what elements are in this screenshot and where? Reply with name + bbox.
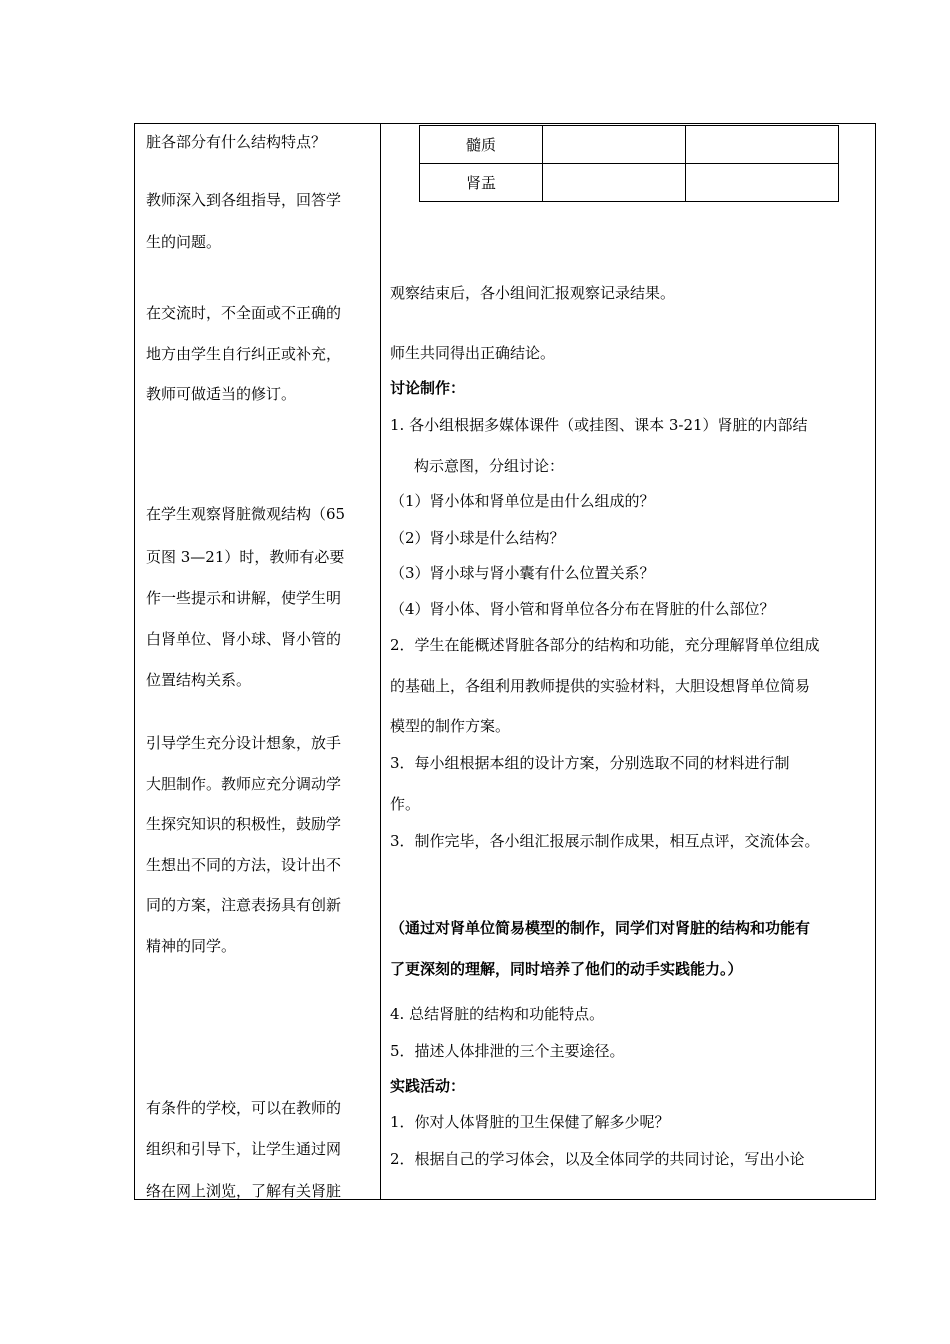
student-activity-line: 师生共同得出正确结论。 (390, 344, 556, 362)
table-row (420, 126, 839, 164)
teacher-note-line: 地方由学生自行纠正或补充， (146, 345, 342, 363)
student-activity-line: 模型的制作方案。 (390, 717, 511, 735)
discussion-question: （3）肾小球与肾小囊有什么位置关系？ (390, 564, 655, 582)
teacher-note-line: 大胆制作。教师应充分调动学 (146, 775, 342, 793)
teacher-note-line: 引导学生充分设计想象，放手 (146, 734, 342, 752)
table-cell (543, 164, 686, 202)
teacher-note-line: 有条件的学校，可以在教师的 (146, 1099, 342, 1117)
student-activity-line: 2．学生在能概述肾脏各部分的结构和功能，充分理解肾单位组成 (390, 636, 820, 654)
teacher-note-line: 同的方案，注意表扬具有创新 (146, 896, 342, 914)
student-activity-line: 1. 各小组根据多媒体课件（或挂图、课本 3-21）肾脏的内部结 (390, 416, 808, 434)
table-cell (686, 164, 839, 202)
teacher-note-line: 组织和引导下，让学生通过网 (146, 1140, 342, 1158)
teacher-note-line: 教师深入到各组指导，回答学 (146, 191, 342, 209)
table-cell-label: 肾盂 (420, 164, 543, 202)
teacher-note-line: 位置结构关系。 (146, 671, 252, 689)
teacher-note-line: 络在网上浏览，了解有关肾脏 (146, 1182, 342, 1200)
teacher-note-line: 白肾单位、肾小球、肾小管的 (146, 630, 342, 648)
teacher-note-line: 生想出不同的方法，设计出不 (146, 856, 342, 874)
student-activity-line: 的基础上，各组利用教师提供的实验材料，大胆设想肾单位简易 (390, 677, 811, 695)
student-activity-line: 1．你对人体肾脏的卫生保健了解多少呢？ (390, 1113, 670, 1131)
table-cell (543, 126, 686, 164)
teacher-note-line: 页图 3—21）时，教师有必要 (146, 548, 345, 566)
discussion-question: （4）肾小体、肾小管和肾单位各分布在肾脏的什么部位？ (390, 600, 775, 618)
discussion-question: （2）肾小球是什么结构？ (390, 529, 565, 547)
summary-note-line: （通过对肾单位简易模型的制作，同学们对肾脏的结构和功能有 (390, 919, 811, 937)
table-cell-label: 髓质 (420, 126, 543, 164)
summary-note-line: 了更深刻的理解，同时培养了他们的动手实践能力。） (390, 960, 743, 978)
table-cell (686, 126, 839, 164)
student-activity-line: 3．制作完毕，各小组汇报展示制作成果，相互点评，交流体会。 (390, 832, 820, 850)
discussion-question: （1）肾小体和肾单位是由什么组成的？ (390, 492, 655, 510)
teacher-note-line: 生探究知识的积极性，鼓励学 (146, 815, 342, 833)
section-heading-practice: 实践活动： (390, 1077, 466, 1095)
table-row (420, 164, 839, 202)
teacher-note-line: 在学生观察肾脏微观结构（65 (146, 505, 346, 523)
teacher-note-line: 精神的同学。 (146, 937, 237, 955)
teacher-note-line: 教师可做适当的修订。 (146, 385, 297, 403)
student-activity-line: 4. 总结肾脏的结构和功能特点。 (390, 1005, 605, 1023)
section-heading-discussion: 讨论制作： (390, 379, 466, 397)
student-activity-line: 观察结束后，各小组间汇报观察记录结果。 (390, 284, 676, 302)
student-activity-line: 2．根据自己的学习体会，以及全体同学的共同讨论，写出小论 (390, 1150, 805, 1168)
teacher-note-line: 脏各部分有什么结构特点？ (146, 133, 327, 151)
student-activity-line: 作。 (390, 795, 421, 813)
observation-record-table (419, 125, 839, 202)
student-activity-line: 3．每小组根据本组的设计方案，分别选取不同的材料进行制 (390, 754, 790, 772)
column-divider (380, 123, 381, 1200)
student-activity-line: 5．描述人体排泄的三个主要途径。 (390, 1042, 625, 1060)
teacher-note-line: 在交流时，不全面或不正确的 (146, 304, 342, 322)
student-activity-line: 构示意图，分组讨论： (414, 457, 565, 475)
teacher-note-line: 作一些提示和讲解，使学生明 (146, 589, 342, 607)
teacher-note-line: 生的问题。 (146, 233, 222, 251)
